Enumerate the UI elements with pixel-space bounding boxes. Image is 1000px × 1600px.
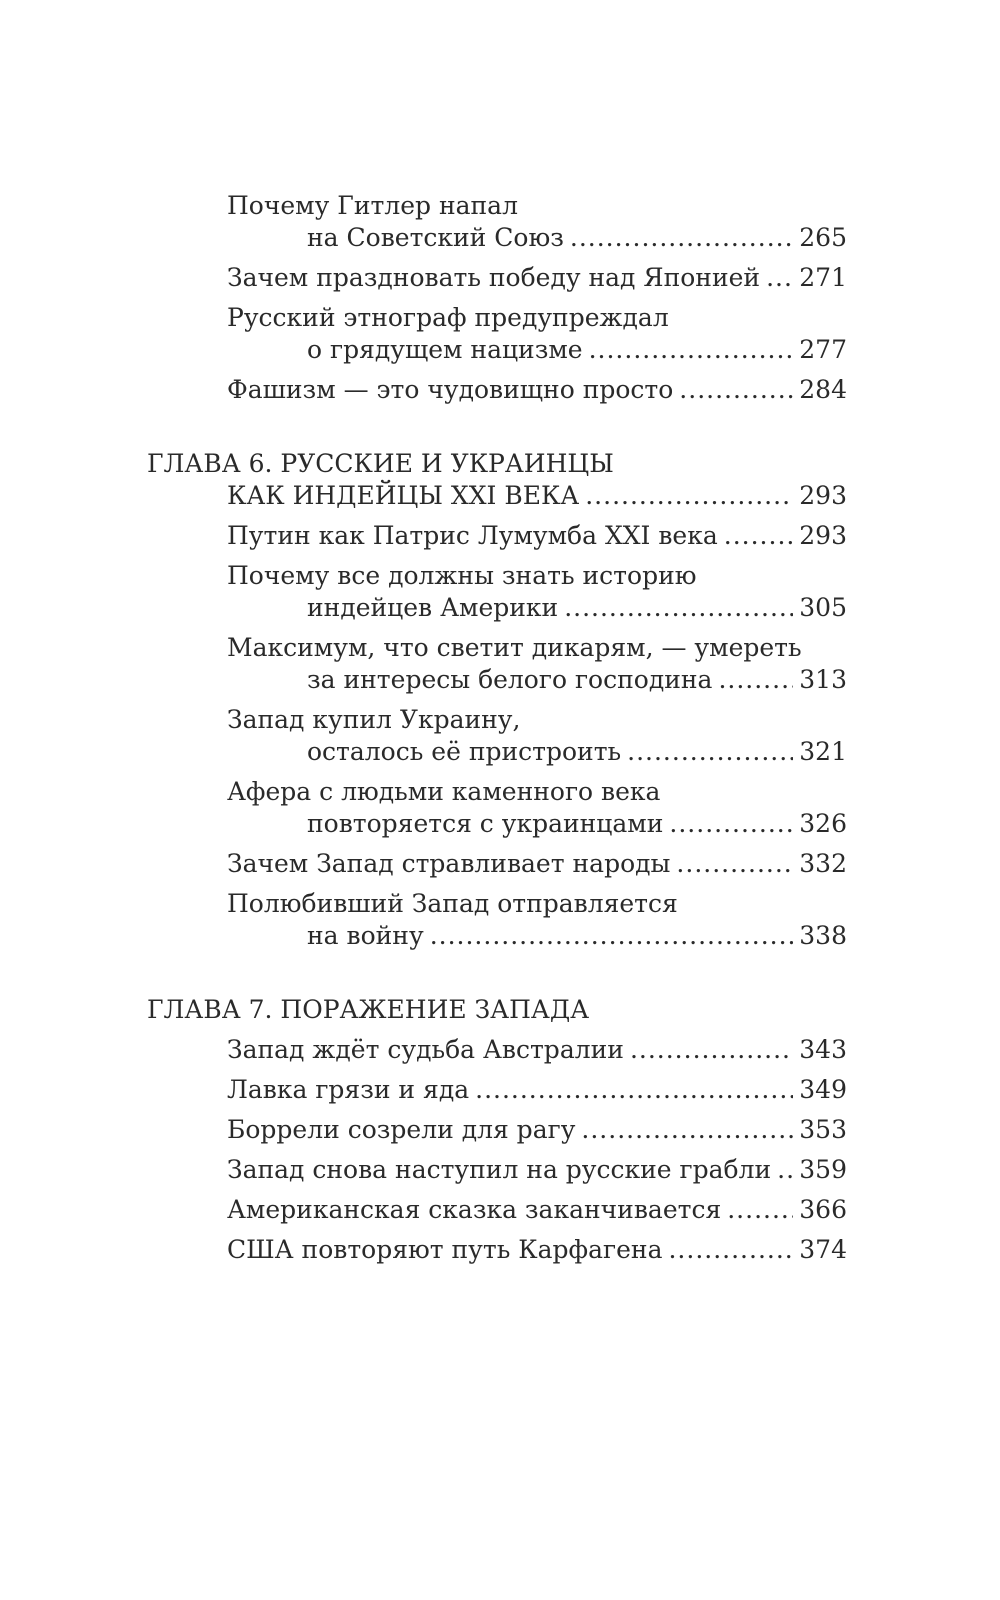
entry-title: Зачем праздновать победу над Японией [227,263,761,292]
page-number: 313 [799,665,847,694]
page-number: 349 [799,1075,847,1104]
entry-title-line1: Максимум, что светит дикарям, — умереть [227,633,802,662]
entry-title-line1: Русский этнограф предупреждал [227,303,669,332]
entry-title-line2: о грядущем нацизме [307,335,583,364]
chapter-title-line2: КАК ИНДЕЙЦЫ XXI ВЕКА [227,481,580,510]
page-number: 305 [799,593,847,622]
leader-dots [430,920,794,952]
entry-title-line2: за интересы белого господина [307,665,713,694]
leader-dots [679,374,793,406]
leader-dots [676,848,793,880]
page-number: 277 [799,335,847,364]
leader-dots [766,262,793,294]
page-number: 353 [799,1115,847,1144]
toc-entry [227,1194,847,1226]
toc-entry [227,704,847,768]
toc-entry [227,560,847,624]
chapter-title-line1: ГЛАВА 6. РУССКИЕ И УКРАИНЦЫ [147,449,614,478]
page-number: 332 [799,849,847,878]
leader-dots [724,520,794,552]
toc-entry [227,374,847,406]
entry-title-line2: осталось её пристроить [307,737,622,766]
toc-entry [227,848,847,880]
entry-title: Боррели созрели для рагу [227,1115,576,1144]
leader-dots [581,1114,793,1146]
entry-title-line1: Запад купил Украину, [227,705,521,734]
toc-entry [227,1154,847,1186]
page-number: 359 [799,1155,847,1184]
page-number: 338 [799,921,847,950]
table-of-contents [147,190,847,1274]
chapter-title: ГЛАВА 7. ПОРАЖЕНИЕ ЗАПАДА [147,995,590,1024]
page-number: 366 [799,1195,847,1224]
leader-dots [585,480,793,512]
page-number: 321 [799,737,847,766]
entry-title-line1: Почему все должны знать историю [227,561,697,590]
toc-entry [227,520,847,552]
page-number: 326 [799,809,847,838]
leader-dots [669,808,793,840]
leader-dots [627,736,793,768]
entry-title: Американская сказка заканчивается [227,1195,722,1224]
toc-entry [227,302,847,366]
leader-dots [570,222,793,254]
toc-entry [227,1034,847,1066]
toc-entry [227,888,847,952]
toc-entry [227,632,847,696]
chapter-heading [147,448,847,512]
chapter-heading [147,994,847,1026]
toc-entry [227,776,847,840]
page-number: 265 [799,223,847,252]
entry-title-line1: Полюбивший Запад отправляется [227,889,678,918]
entry-title: Фашизм — это чудовищно просто [227,375,674,404]
page-number: 284 [799,375,847,404]
entry-title: Путин как Патрис Лумумба XXI века [227,521,718,550]
entry-title-line2: на Советский Союз [307,223,564,252]
leader-dots [589,334,794,366]
entry-title-line2: на войну [307,921,424,950]
page-number: 293 [799,521,847,550]
entry-title: Запад снова наступил на русские грабли [227,1155,772,1184]
toc-entry [227,1234,847,1266]
toc-entry [227,262,847,294]
page-number: 343 [799,1035,847,1064]
page-number: 293 [799,481,847,510]
entry-title: Зачем Запад стравливает народы [227,849,671,878]
entry-title: Лавка грязи и яда [227,1075,470,1104]
leader-dots [475,1074,793,1106]
entry-title: Запад ждёт судьба Австралии [227,1035,624,1064]
leader-dots [718,664,793,696]
leader-dots [630,1034,793,1066]
page-number: 271 [799,263,847,292]
leader-dots [727,1194,793,1226]
entry-title-line1: Афера с людьми каменного века [227,777,661,806]
leader-dots [777,1154,793,1186]
toc-entry [227,190,847,254]
leader-dots [668,1234,793,1266]
leader-dots [564,592,793,624]
entry-title-line1: Почему Гитлер напал [227,191,518,220]
page-number: 374 [799,1235,847,1264]
toc-entry [227,1074,847,1106]
entry-title-line2: индейцев Америки [307,593,559,622]
entry-title-line2: повторяется с украинцами [307,809,664,838]
toc-entry [227,1114,847,1146]
entry-title: США повторяют путь Карфагена [227,1235,663,1264]
